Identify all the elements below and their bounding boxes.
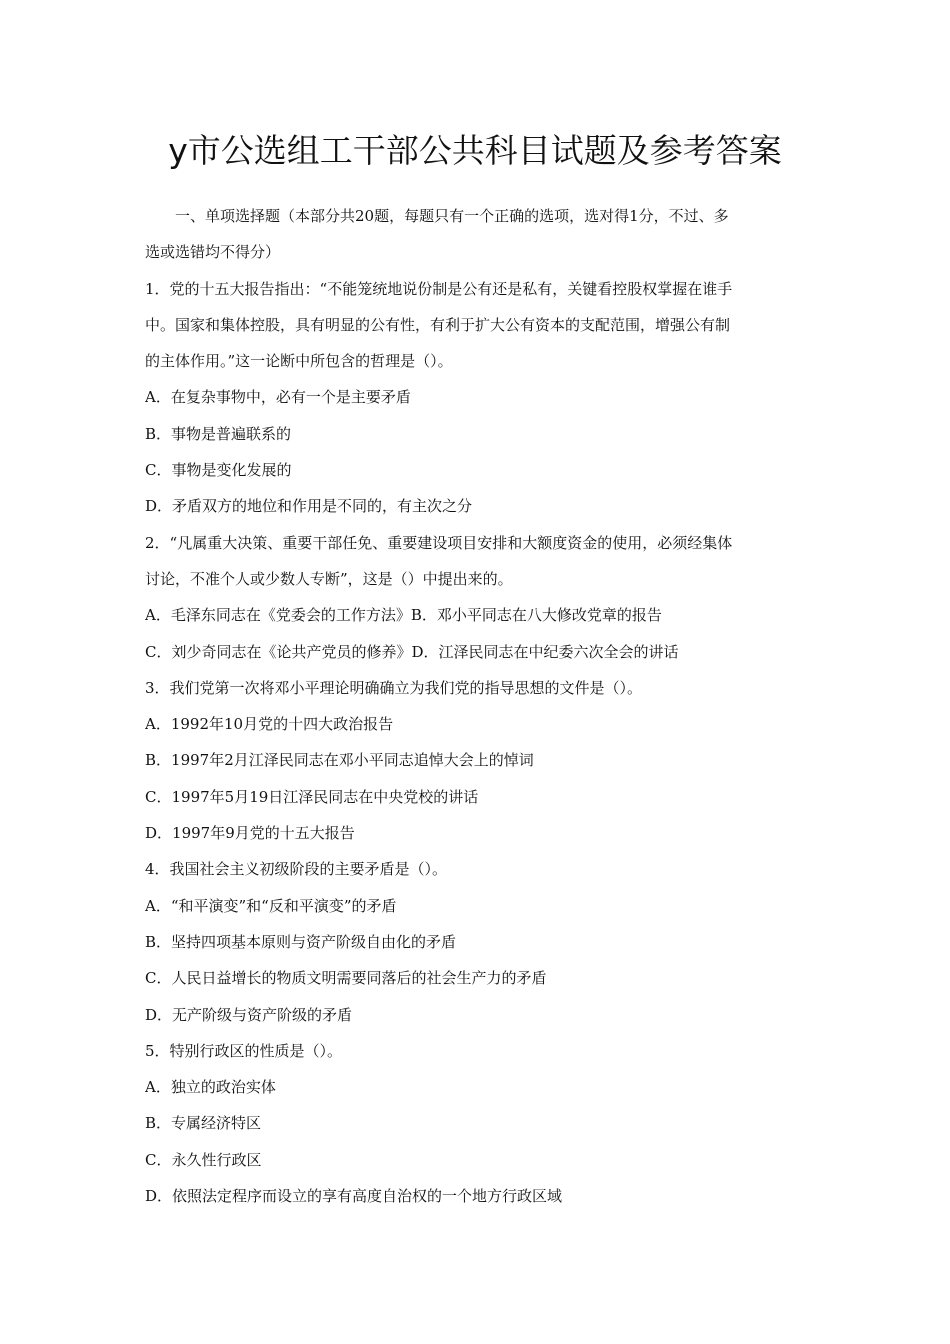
question-1-stem: 1．党的十五大报告指出：“不能笼统地说份制是公有还是私有，关键看控股权掌握在谁手 (145, 279, 733, 298)
question-5-option-a: A．独立的政治实体 (145, 1078, 276, 1097)
question-3-option-d: D．1997年9月党的十五大报告 (145, 824, 355, 843)
question-5-option-d: D．依照法定程序而设立的享有高度自治权的一个地方行政区域 (145, 1187, 563, 1206)
question-2-stem-line-2: 讨论，不准个人或少数人专断”，这是（）中提出来的。 (145, 569, 513, 588)
question-4-option-b: B．坚持四项基本原则与资产阶级自由化的矛盾 (145, 932, 457, 951)
question-4-option-c: C．人民日益增长的物质文明需要同落后的社会生产力的矛盾 (145, 969, 547, 988)
question-1-option-b: B．事物是普遍联系的 (145, 424, 292, 443)
question-1-stem-line-2: 中。国家和集体控股，具有明显的公有性，有利于扩大公有资本的支配范围，增强公有制 (145, 315, 731, 334)
question-1-stem-line-3: 的主体作用。”这一论断中所包含的哲理是（）。 (145, 352, 453, 371)
question-1-option-d: D．矛盾双方的地位和作用是不同的，有主次之分 (145, 497, 473, 516)
question-4-stem: 4．我国社会主义初级阶段的主要矛盾是（）。 (145, 860, 448, 879)
question-1-option-c: C．事物是变化发展的 (145, 461, 292, 480)
question-2-options-cd: C．刘少奇同志在《论共产党员的修养》D．江泽民同志在中纪委六次全会的讲话 (145, 642, 679, 661)
question-2-stem: 2．“凡属重大决策、重要干部任免、重要建设项目安排和大额度资金的使用，必须经集体 (145, 533, 733, 552)
question-4-option-d: D．无产阶级与资产阶级的矛盾 (145, 1005, 353, 1024)
question-2-options-ab: A．毛泽东同志在《党委会的工作方法》B．邓小平同志在八大修改党章的报告 (145, 606, 662, 625)
question-5-stem: 5．特别行政区的性质是（）。 (145, 1041, 343, 1060)
question-5-option-b: B．专属经济特区 (145, 1114, 262, 1133)
question-3-option-c: C．1997年5月19日江泽民同志在中央党校的讲话 (145, 787, 479, 806)
section-heading: 一、单项选择题（本部分共20题，每题只有一个正确的选项，选对得1分，不过、多 (175, 207, 729, 225)
question-3-option-a: A．1992年10月党的十四大政治报告 (145, 715, 394, 734)
document-body (145, 198, 810, 1214)
question-1-option-a: A．在复杂事物中，必有一个是主要矛盾 (145, 388, 411, 407)
document-title: y市公选组工干部公共科目试题及参考答案 (168, 131, 782, 170)
question-4-option-a: A．“和平演变”和“反和平演变”的矛盾 (145, 896, 397, 915)
question-5-option-c: C．永久性行政区 (145, 1150, 262, 1169)
section-heading-continued: 选或选错均不得分） (145, 243, 281, 262)
question-3-stem: 3．我们党第一次将邓小平理论明确确立为我们党的指导思想的文件是（）。 (145, 678, 643, 697)
question-3-option-b: B．1997年2月江泽民同志在邓小平同志追悼大会上的悼词 (145, 751, 534, 770)
